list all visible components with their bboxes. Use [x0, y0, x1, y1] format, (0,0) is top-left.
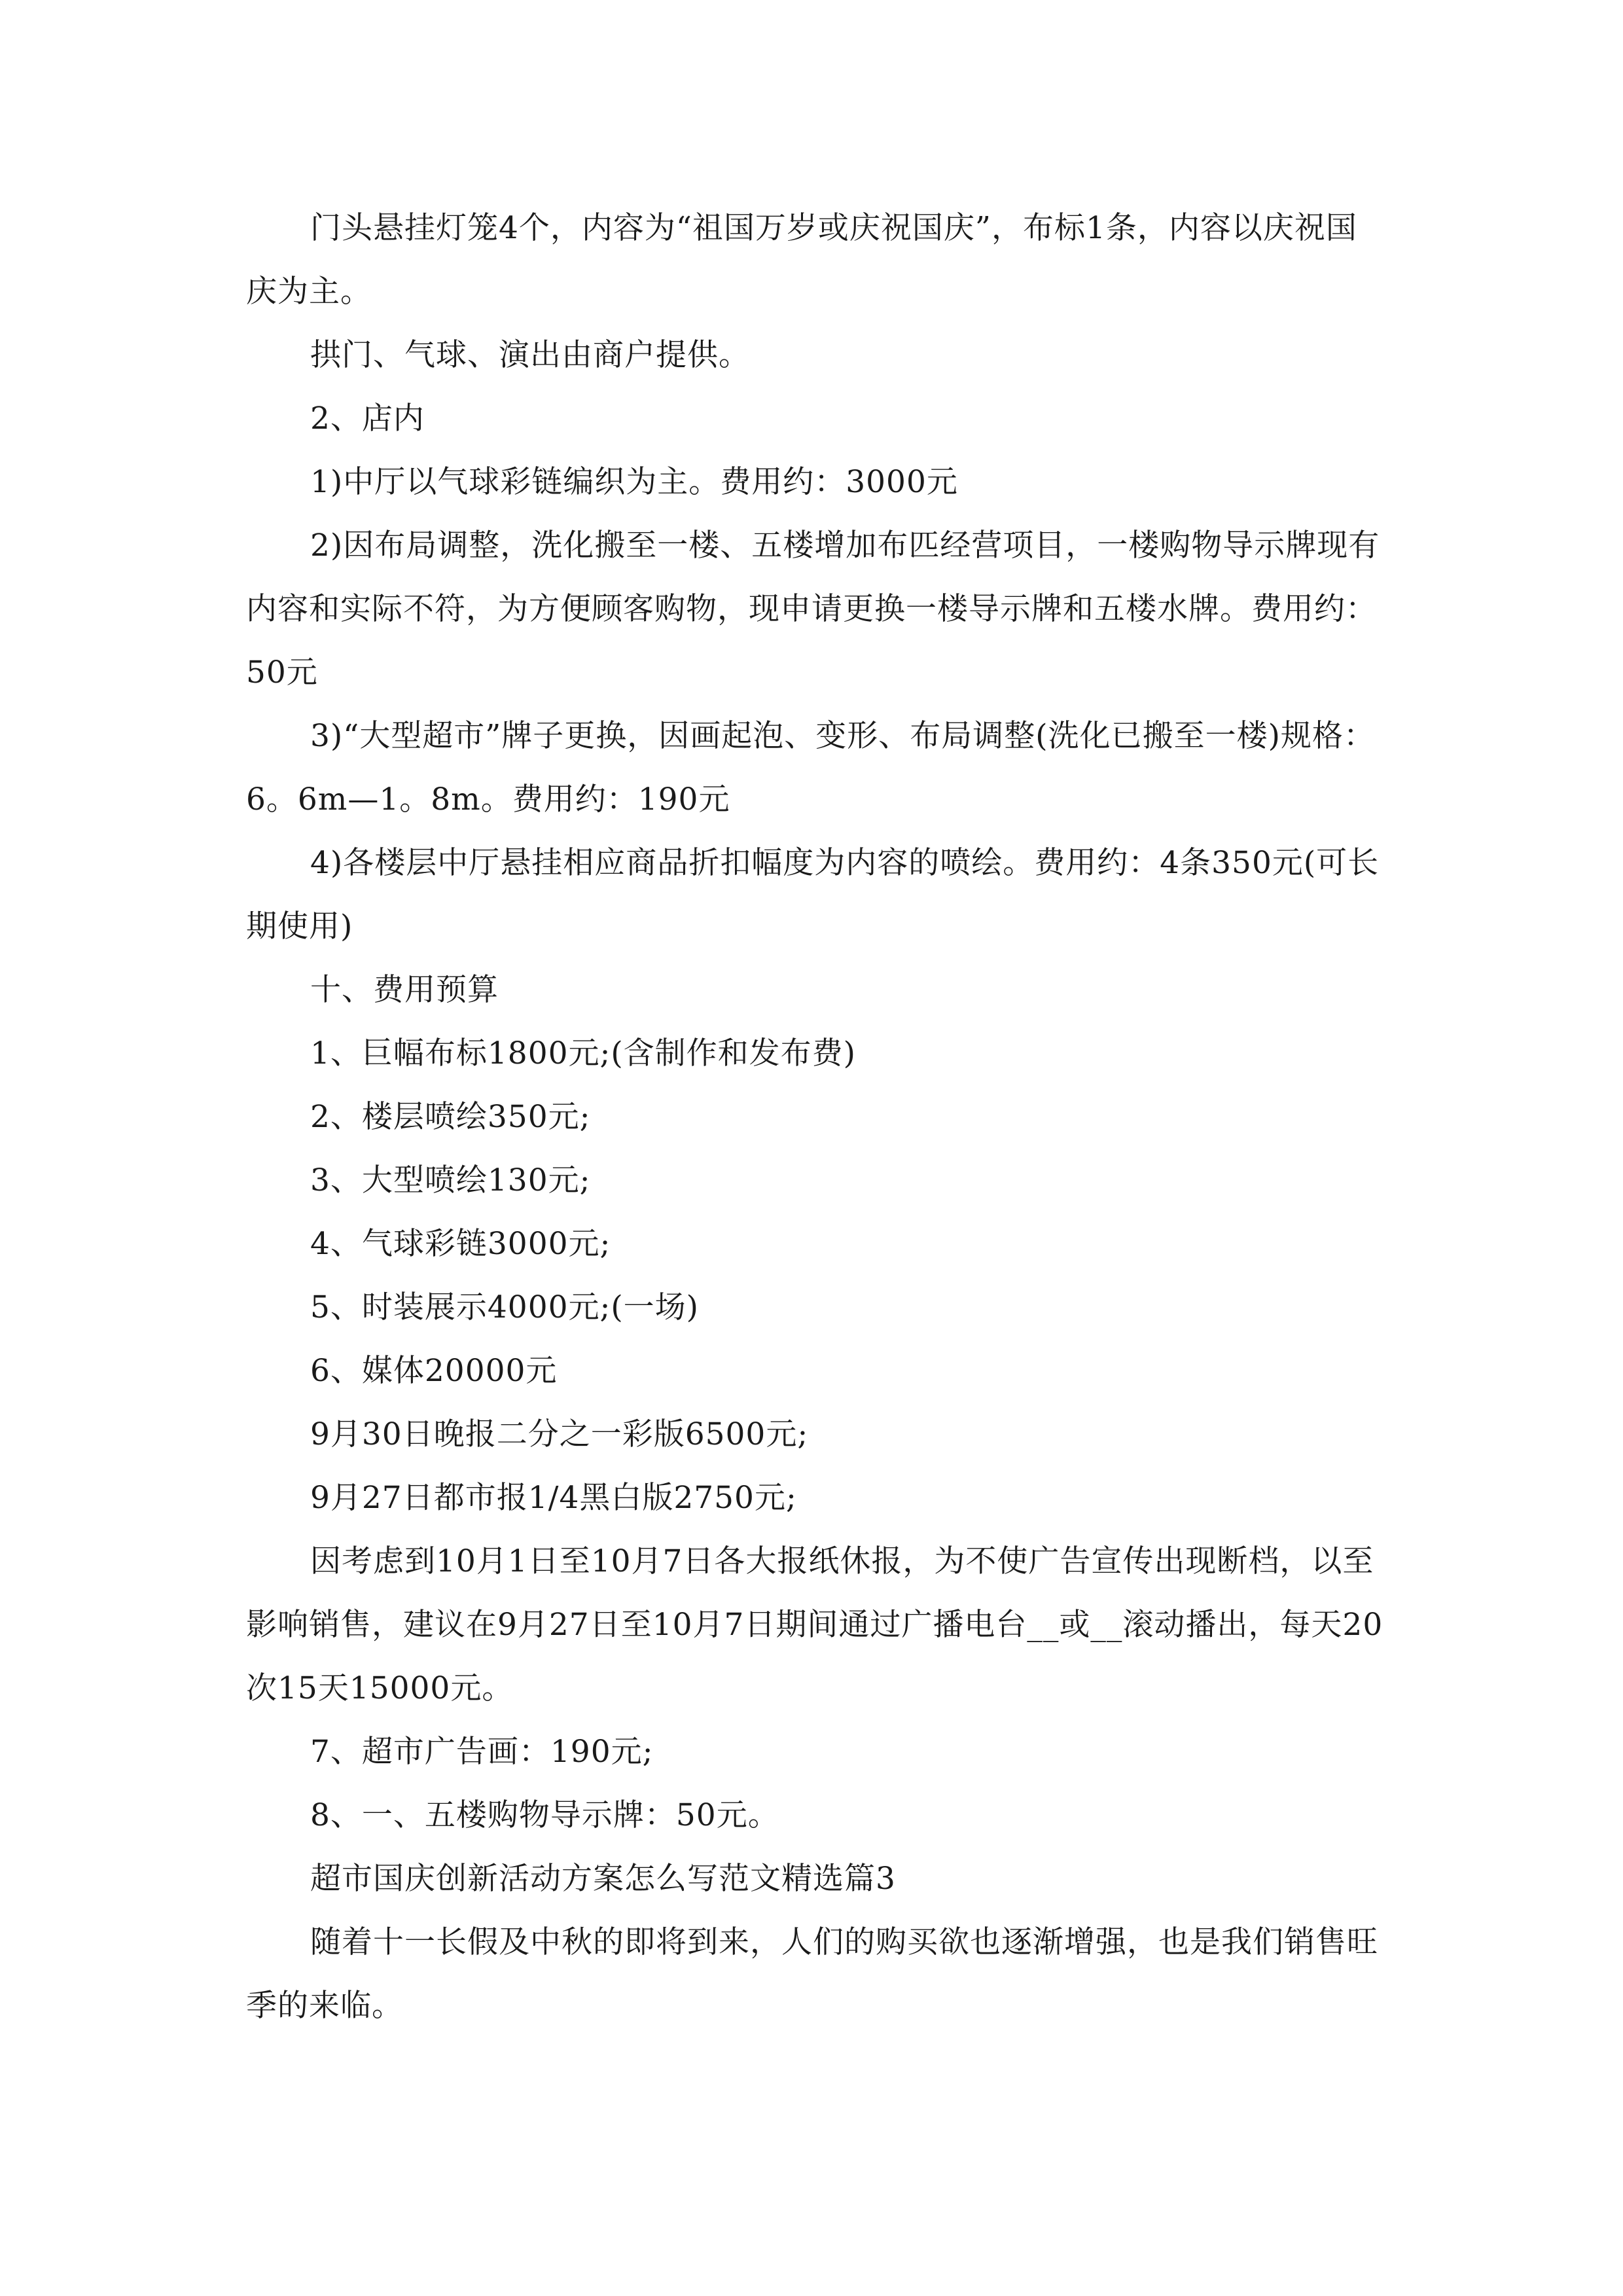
section-heading-budget: 十、费用预算 [310, 972, 499, 1008]
list-item-guide-signs: 2)因布局调整，洗化搬至一楼、五楼增加布匹经营项目，一楼购物导示牌现有内容和实际不符，为方便顾客购物，现申请更换一楼导示牌和五楼水牌。费用约：50元 [246, 528, 1380, 691]
media-item-city-paper: 9月27日都市报1/4黑白版2750元; [310, 1480, 797, 1516]
paragraph-radio-ads: 因考虑到10月1日至10月7日各大报纸休报，为不使广告宣传出现断档，以至影响销售，建议在9月27日至10月7日期间通过广播电台__或__滚动播出，每天20次15天15000元。 [246, 1543, 1383, 1706]
budget-item-fashion-show: 5、时装展示4000元;(一场) [310, 1289, 700, 1325]
article-title-part-3: 超市国庆创新活动方案怎么写范文精选篇3 [310, 1861, 896, 1897]
budget-item-ad-painting: 7、超市广告画：190元; [310, 1734, 654, 1770]
section-heading-in-store: 2、店内 [310, 401, 425, 437]
paragraph-holiday-intro: 随着十一长假及中秋的即将到来，人们的购买欲也逐渐增强，也是我们销售旺季的来临。 [246, 1924, 1378, 2024]
budget-item-guide-signs: 8、一、五楼购物导示牌：50元。 [310, 1797, 779, 1833]
list-item-supermarket-sign: 3)“大型超市”牌子更换，因画起泡、变形、布局调整(洗化已搬至一楼)规格：6。6m—1。8m。费用约：190元 [246, 718, 1375, 817]
budget-item-banner: 1、巨幅布标1800元;(含制作和发布费) [310, 1035, 857, 1071]
budget-item-floor-posters: 2、楼层喷绘350元; [310, 1099, 591, 1135]
budget-item-media: 6、媒体20000元 [310, 1353, 558, 1389]
paragraph-arch-balloons: 拱门、气球、演出由商户提供。 [310, 337, 750, 373]
budget-item-large-posters: 3、大型喷绘130元; [310, 1162, 591, 1198]
paragraph-lantern-decoration: 门头悬挂灯笼4个，内容为“祖国万岁或庆祝国庆”，布标1条，内容以庆祝国庆为主。 [246, 210, 1357, 310]
media-item-evening-paper: 9月30日晚报二分之一彩版6500元; [310, 1416, 809, 1452]
document-body [246, 196, 1385, 2037]
list-item-floor-posters: 4)各楼层中厅悬挂相应商品折扣幅度为内容的喷绘。费用约：4条350元(可长期使用) [246, 845, 1380, 944]
list-item-hall-balloons: 1)中厅以气球彩链编织为主。费用约：3000元 [310, 464, 958, 500]
budget-item-balloons: 4、气球彩链3000元; [310, 1226, 611, 1262]
